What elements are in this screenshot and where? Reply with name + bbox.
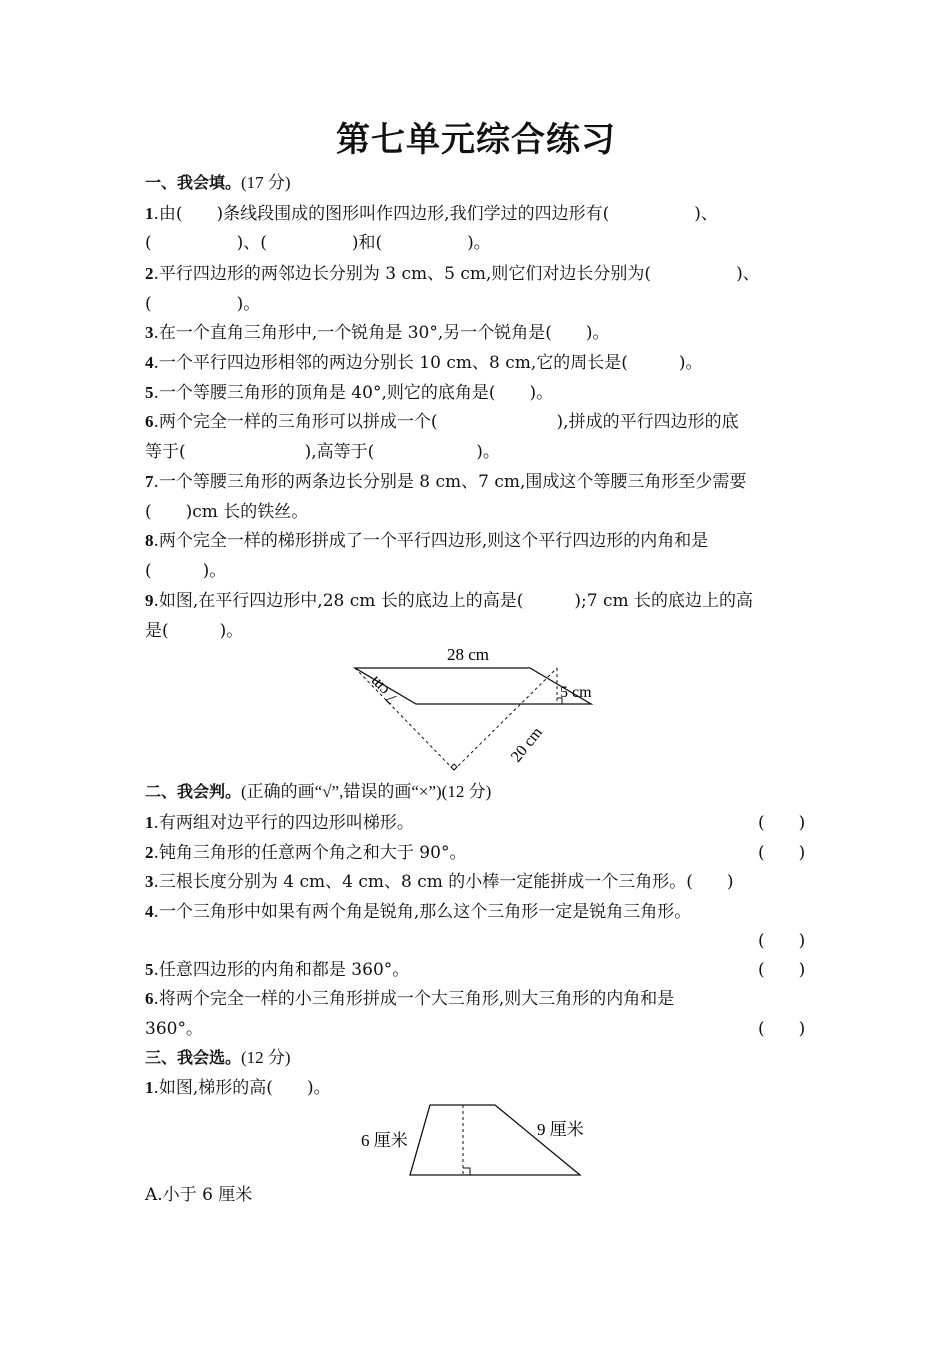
q-text: .由( )条线段围成的图形叫作四边形,我们学过的四边形有( )、 [153,204,718,224]
q-number: 4 [145,902,154,921]
label-20cm: 20 cm [507,724,546,766]
parallelogram-figure [340,640,610,780]
s2-q4 [145,900,691,924]
height-line-7-b [454,668,557,770]
s1-q8-line1 [145,529,708,553]
right-angle-mark [463,1168,470,1175]
q-text: .如图,在平行四边形中,28 cm 长的底边上的高是( );7 cm 长的底边上的高 [153,591,754,611]
s1-q7-line1 [145,470,746,494]
section-2-heading [145,780,491,804]
s1-q8-line2: ( )。 [145,561,227,581]
section-1-title: 一、我会填。 [145,173,242,192]
label-5cm: 5 cm [560,684,592,701]
s1-q2-line2: ( )。 [145,294,261,314]
section-2-title: 二、我会判。 [145,782,242,801]
answer-bracket[interactable]: ( ) [758,1019,806,1039]
q-number: 4 [145,353,154,372]
s2-q3 [145,870,734,894]
section-1-score: (17 分) [241,173,291,192]
trapezoid-figure [355,1100,595,1180]
s1-q6-line2: 等于( ),高等于( )。 [145,442,500,462]
q-text: .三根长度分别为 4 cm、4 cm、8 cm 的小棒一定能拼成一个三角形。( ) [153,872,734,892]
q-text: .如图,梯形的高( )。 [153,1078,331,1098]
q-text: .有两组对边平行的四边形叫梯形。 [153,813,414,833]
s1-q1-line2: ( )、( )和( )。 [145,233,491,253]
answer-bracket[interactable]: ( ) [758,813,806,833]
section-2-score: (正确的画“√”,错误的画“×”)(12 分) [241,782,492,801]
q-text: .一个等腰三角形的两条边长分别是 8 cm、7 cm,围成这个等腰三角形至少需要 [153,472,747,492]
label-9cm: 9 厘米 [537,1120,584,1139]
q-number: 2 [145,264,154,283]
q-number: 2 [145,843,154,862]
s1-q2-line1 [145,262,760,286]
q-number: 8 [145,531,154,550]
s1-q1-line1 [145,202,718,226]
answer-bracket[interactable]: ( ) [758,931,806,951]
section-3-heading [145,1046,291,1070]
s2-q2 [145,841,466,865]
q-number: 5 [145,383,154,402]
q-number: 9 [145,591,154,610]
q-text: .钝角三角形的任意两个角之和大于 90°。 [153,843,467,863]
label-6cm: 6 厘米 [361,1131,408,1150]
q-number: 6 [145,412,154,431]
s1-q7-line2: ( )cm 长的铁丝。 [145,502,309,522]
q-text: .将两个完全一样的小三角形拼成一个大三角形,则大三角形的内角和是 [153,989,675,1009]
s1-q6-line1 [145,410,739,434]
section-3-title: 三、我会选。 [145,1048,242,1067]
q-number: 3 [145,323,154,342]
s3-q1 [145,1076,331,1100]
q-text: .任意四边形的内角和都是 360°。 [153,960,410,980]
s1-q9-line2: 是( )。 [145,621,244,641]
q-text: .两个完全一样的三角形可以拼成一个( ),拼成的平行四边形的底 [153,412,739,432]
trapezoid-shape [410,1105,580,1175]
q-text: .平行四边形的两邻边长分别为 3 cm、5 cm,则它们对边长分别为( )、 [153,264,760,284]
label-7cm: 7 cm [366,672,401,708]
s1-q9-line1 [145,589,753,613]
s2-q6-line2: 360°。 [145,1019,203,1039]
q-number: 7 [145,472,154,491]
answer-bracket[interactable]: ( ) [758,843,806,863]
option-a[interactable]: A.小于 6 厘米 [145,1185,253,1205]
label-28cm: 28 cm [447,645,490,664]
s2-q1 [145,811,414,835]
q-number: 3 [145,872,154,891]
s1-q3 [145,321,610,345]
q-text: .一个平行四边形相邻的两边分别长 10 cm、8 cm,它的周长是( )。 [153,353,703,373]
right-angle-mark-bottom [451,764,457,770]
s1-q4 [145,351,703,375]
s1-q5 [145,381,553,405]
q-number: 1 [145,1078,154,1097]
q-text: .在一个直角三角形中,一个锐角是 30°,另一个锐角是( )。 [153,323,610,343]
s2-q5 [145,958,409,982]
q-number: 6 [145,989,154,1008]
q-text: .两个完全一样的梯形拼成了一个平行四边形,则这个平行四边形的内角和是 [153,531,709,551]
section-1-heading [145,171,291,195]
s2-q6-line1 [145,987,674,1011]
q-text: .一个等腰三角形的顶角是 40°,则它的底角是( )。 [153,383,554,403]
q-number: 1 [145,813,154,832]
q-number: 5 [145,960,154,979]
page-title: 第七单元综合练习 [336,120,616,160]
q-text: .一个三角形中如果有两个角是锐角,那么这个三角形一定是锐角三角形。 [153,902,692,922]
section-3-score: (12 分) [241,1048,291,1067]
answer-bracket[interactable]: ( ) [758,960,806,980]
q-number: 1 [145,204,154,223]
